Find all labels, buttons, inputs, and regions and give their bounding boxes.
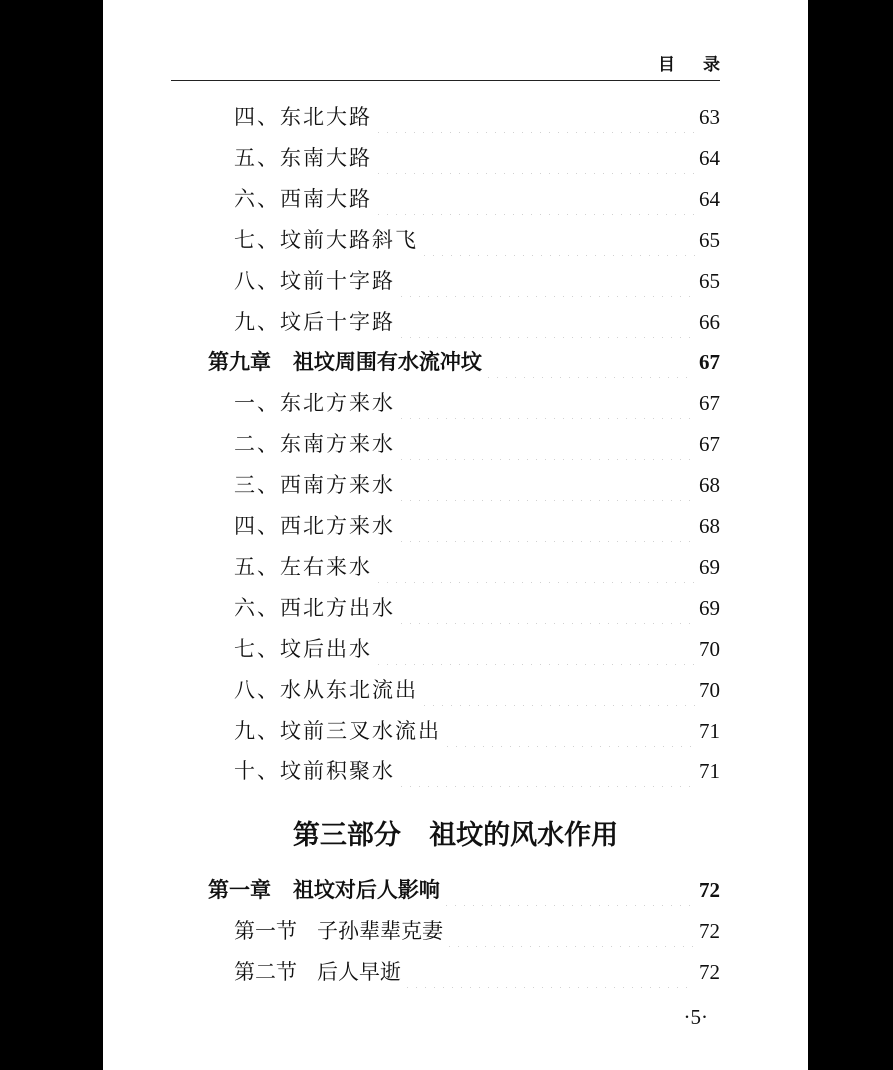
toc-entry-title: 七、坟前大路斜飞 bbox=[234, 227, 418, 252]
toc-page-number: 70 bbox=[699, 677, 720, 702]
toc-entry-title: 三、西南方来水 bbox=[234, 473, 395, 498]
toc-chapter-entry bbox=[208, 346, 720, 378]
dot-leader bbox=[374, 633, 695, 665]
toc-entry-title: 八、水从东北流出 bbox=[234, 677, 418, 702]
dot-leader bbox=[397, 592, 695, 624]
toc-page-number: 72 bbox=[699, 878, 720, 902]
toc-page-number: 70 bbox=[699, 636, 720, 661]
toc-page-number: 64 bbox=[699, 186, 720, 211]
toc-entry-title: 八、坟前十字路 bbox=[234, 268, 395, 293]
dot-leader bbox=[397, 387, 695, 419]
toc-entry bbox=[234, 510, 720, 542]
toc-entry bbox=[234, 101, 720, 133]
toc-page-number: 67 bbox=[699, 432, 720, 457]
toc-page-number: 68 bbox=[699, 514, 720, 538]
dot-leader bbox=[420, 674, 695, 706]
part-title: 第三部分 祖坟的风水作用 bbox=[292, 820, 619, 851]
toc-entry bbox=[234, 551, 720, 583]
dot-leader bbox=[445, 915, 695, 947]
toc-entry-title: 二、东南方来水 bbox=[234, 432, 395, 457]
toc-entry bbox=[234, 956, 720, 988]
toc-entry-title: 六、西南大路 bbox=[234, 186, 372, 211]
toc-entry bbox=[234, 469, 720, 501]
toc-entry-title: 四、西北方来水 bbox=[234, 514, 395, 538]
toc-entry bbox=[234, 428, 720, 460]
toc-page-number: 68 bbox=[699, 473, 720, 498]
toc-entry-title: 五、东南大路 bbox=[234, 145, 372, 170]
toc-entry-title: 第九章 祖坟周围有水流冲坟 bbox=[208, 350, 482, 375]
toc-page-number: 66 bbox=[699, 309, 720, 334]
dot-leader bbox=[397, 265, 695, 297]
page-number: ·5· bbox=[683, 1005, 708, 1029]
toc-entry-title: 第一章 祖坟对后人影响 bbox=[208, 878, 440, 902]
toc-entry bbox=[234, 674, 720, 706]
dot-leader bbox=[484, 346, 695, 378]
toc-page-number: 71 bbox=[699, 718, 720, 743]
toc-entry bbox=[234, 915, 720, 947]
toc-entry bbox=[234, 224, 720, 256]
toc-entry-title: 六、西北方出水 bbox=[234, 595, 395, 620]
toc-page-number: 72 bbox=[699, 960, 720, 984]
toc-page-number: 64 bbox=[699, 145, 720, 170]
toc-page-number: 65 bbox=[699, 268, 720, 293]
toc-entry bbox=[234, 265, 720, 297]
dot-leader bbox=[397, 755, 695, 787]
dot-leader bbox=[397, 306, 695, 338]
toc-entry bbox=[234, 592, 720, 624]
book-page bbox=[103, 0, 808, 1070]
toc-chapter-entry bbox=[208, 874, 720, 906]
running-header: 目录 bbox=[658, 55, 748, 75]
toc-entry bbox=[234, 633, 720, 665]
dot-leader bbox=[397, 469, 695, 501]
toc-entry-title: 七、坟后出水 bbox=[234, 636, 372, 661]
dot-leader bbox=[374, 142, 695, 174]
toc-page-number: 65 bbox=[699, 227, 720, 252]
dot-leader bbox=[442, 874, 695, 906]
toc-entry bbox=[234, 306, 720, 338]
toc-entry bbox=[234, 387, 720, 419]
dot-leader bbox=[374, 551, 695, 583]
dot-leader bbox=[420, 224, 695, 256]
header-rule bbox=[171, 80, 720, 81]
dot-leader bbox=[374, 183, 695, 215]
toc-entry bbox=[234, 183, 720, 215]
toc-entry bbox=[234, 715, 720, 747]
toc-page-number: 67 bbox=[699, 350, 720, 375]
toc-entry-title: 第一节 子孙辈辈克妻 bbox=[234, 919, 444, 943]
toc-entry-title: 九、坟后十字路 bbox=[234, 309, 395, 334]
dot-leader bbox=[397, 510, 695, 542]
dot-leader bbox=[374, 101, 695, 133]
toc-page-number: 69 bbox=[699, 595, 720, 620]
dot-leader bbox=[403, 956, 695, 988]
toc-entry-title: 五、左右来水 bbox=[234, 554, 372, 579]
toc-entry-title: 一、东北方来水 bbox=[234, 391, 395, 416]
toc-entry bbox=[234, 755, 720, 787]
dot-leader bbox=[397, 428, 695, 460]
toc-entry-title: 九、坟前三叉水流出 bbox=[234, 718, 441, 743]
toc-page-number: 71 bbox=[699, 759, 720, 784]
dot-leader bbox=[443, 715, 695, 747]
toc-entry-title: 十、坟前积聚水 bbox=[234, 759, 395, 784]
toc-page-number: 63 bbox=[699, 105, 720, 129]
toc-entry bbox=[234, 142, 720, 174]
toc-page-number: 72 bbox=[699, 919, 720, 943]
toc-page-number: 67 bbox=[699, 391, 720, 416]
toc-page-number: 69 bbox=[699, 554, 720, 579]
toc-entry-title: 四、东北大路 bbox=[234, 105, 372, 129]
toc-entry-title: 第二节 后人早逝 bbox=[234, 960, 402, 984]
